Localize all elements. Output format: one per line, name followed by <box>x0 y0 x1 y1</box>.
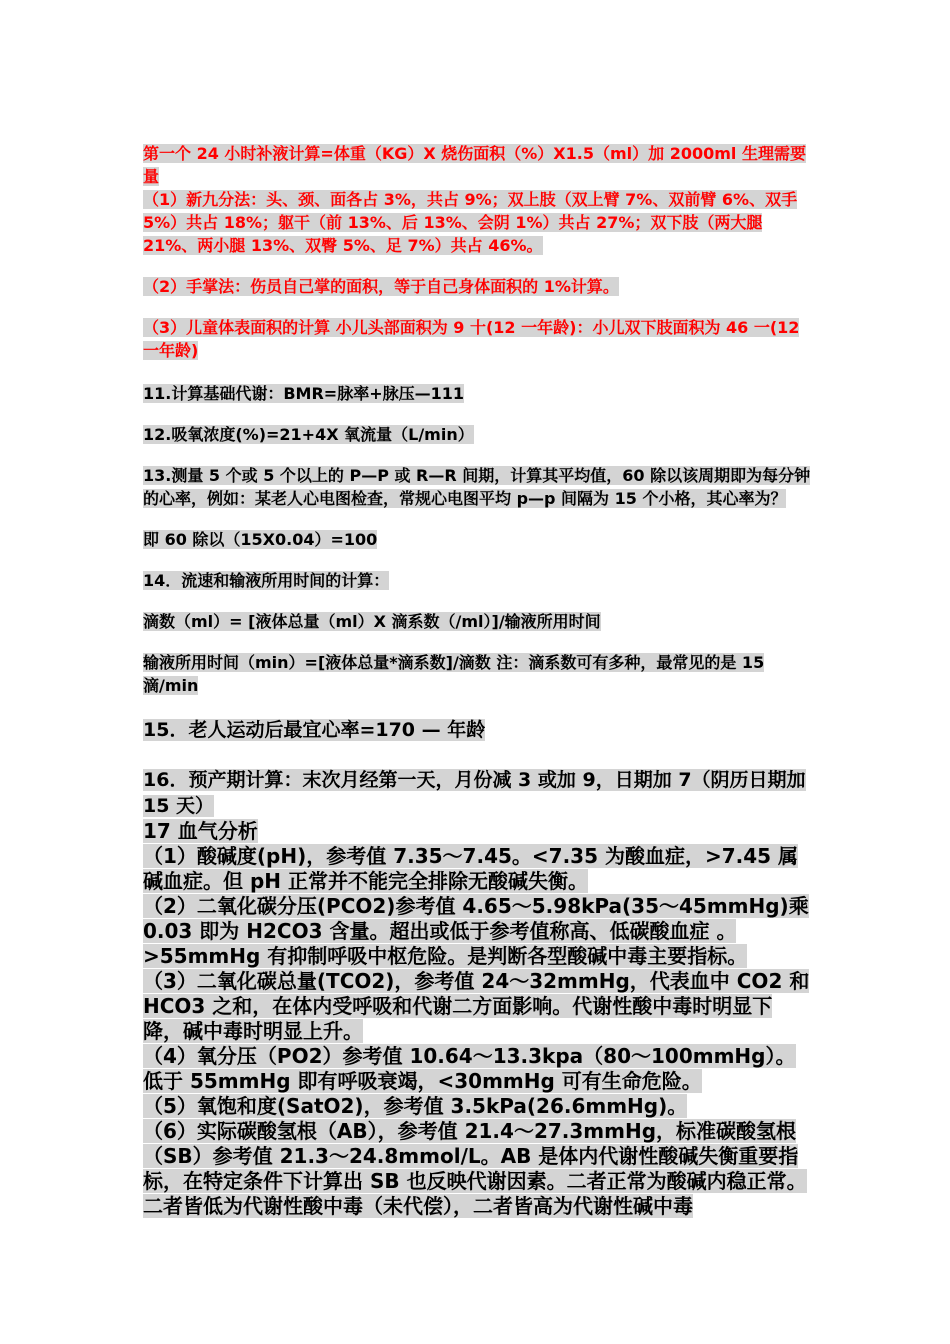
document-page <box>143 142 811 1219</box>
item-11-bmr: 11.计算基础代谢：BMR=脉率+脉压—111 <box>143 384 464 403</box>
rule-of-nines-paragraph: （1）新九分法：头、颈、面各占 3%，共占 9%；双上肢（双上臂 7%、双前臂 6%、双手 5%）共占 18%；躯干（前 13%、后 13%、会阴 1%）共占 27%；双下肢（两大腿 21%、两小腿 13%、双臀 5%、足 7%）共占 46%。 <box>143 190 798 255</box>
blood-gas-tco2: （3）二氧化碳总量(TCO2)，参考值 24～32mmHg，代表血中 CO2 和 HCO3 之和，在体内受呼吸和代谢二方面影响。代谢性酸中毒时明显下降，碱中毒时明显上升。 <box>143 969 810 1043</box>
item-14-formula-drops: 滴数（ml）= [液体总量（ml）X 滴系数（/ml）]/输液所用时间 <box>143 612 601 631</box>
fluid-formula-paragraph: 第一个 24 小时补液计算=体重（KG）X 烧伤面积（%）X1.5（ml）加 2000ml 生理需要量 <box>143 144 806 186</box>
item-13-answer: 即 60 除以（15X0.04）=100 <box>143 530 378 549</box>
blood-gas-po2: （4）氧分压（PO2）参考值 10.64～13.3kpa（80～100mmHg）。低于 55mmHg 即有呼吸衰竭，<30mmHg 可有生命危险。 <box>143 1044 796 1093</box>
item-14-title: 14．流速和输液所用时间的计算： <box>143 571 390 590</box>
item-14-formula-time: 输液所用时间（min）=[液体总量*滴系数]/滴数 注：滴系数可有多种，最常见的是 15 滴/min <box>143 653 765 695</box>
palm-method-paragraph: （2）手掌法：伤员自己掌的面积，等于自己身体面积的 1%计算。 <box>143 277 619 296</box>
blood-gas-ph: （1）酸碱度(pH)，参考值 7.35～7.45。<7.35 为酸血症，>7.45 属碱血症。但 pH 正常并不能完全排除无酸碱失衡。 <box>143 844 799 893</box>
blood-gas-pco2: （2）二氧化碳分压(PCO2)参考值 4.65～5.98kPa(35～45mmHg)乘 0.03 即为 H2CO3 含量。超出或低于参考值称高、低碳酸血症 。>55mmHg 有抑制呼吸中枢危险。是判断各型酸碱中毒主要指标。 <box>143 894 809 968</box>
blood-gas-sato2: （5）氧饱和度(SatO2)，参考值 3.5kPa(26.6mmHg)。 <box>143 1094 688 1118</box>
blood-gas-ab: （6）实际碳酸氢根（AB），参考值 21.4～27.3mmHg，标准碳酸氢根（SB）参考值 21.3～24.8mmol/L。AB 是体内代谢性酸碱失衡重要指标，在特定条件下计算出 SB 也反映代谢因素。二者正常为酸碱内稳正常。二者皆低为代谢性酸中毒（未代偿），二者皆高为代谢性碱中毒 <box>143 1119 807 1218</box>
item-16-due-date: 16．预产期计算：末次月经第一天，月份减 3 或加 9，日期加 7（阴历日期加 15 天） <box>143 769 806 817</box>
item-15-heart-rate: 15．老人运动后最宜心率=170 — 年龄 <box>143 719 486 741</box>
blood-gas-title: 17 血气分析 <box>143 819 258 843</box>
child-area-paragraph: （3）儿童体表面积的计算 小儿头部面积为 9 十(12 一年龄)：小儿双下肢面积为 46 一(12 一年龄) <box>143 318 800 360</box>
item-12-oxygen: 12.吸氧浓度(%)=21+4X 氧流量（L/min） <box>143 425 474 444</box>
item-13-heart-rate: 13.测量 5 个或 5 个以上的 P—P 或 R—R 间期，计算其平均值，60 除以该周期即为每分钟的心率，例如：某老人心电图检查，常规心电图平均 p—p 间隔为 15 个小格，其心率为？ <box>143 466 811 508</box>
